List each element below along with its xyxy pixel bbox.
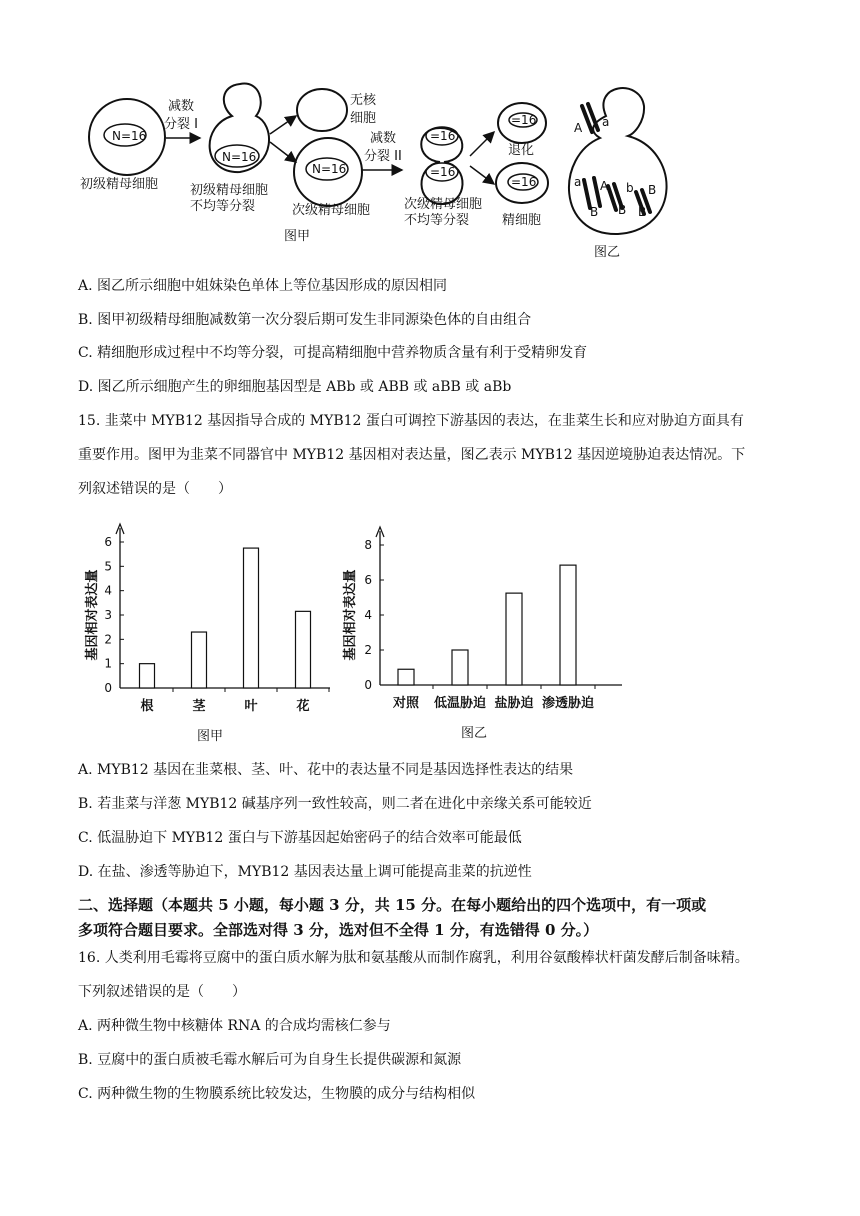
bar — [140, 664, 155, 688]
secondary-spermatocyte-label: 次级精母细胞 — [292, 203, 371, 218]
y-tick-label: 2 — [104, 632, 112, 647]
gene-label: B — [648, 183, 657, 197]
q15-option-d: D. 在盐、渗透等胁迫下，MYB12 基因表达量上调可能提高韭菜的抗逆性 — [78, 864, 532, 880]
y-axis-label: 基因相对表达量 — [343, 569, 358, 661]
gene-label: a — [602, 115, 610, 129]
figure-jia-caption: 图甲 — [284, 229, 311, 244]
uneven-cell-label: 初级精母细胞 — [190, 183, 269, 198]
primary-spermatocyte-label: 初级精母细胞 — [80, 177, 159, 192]
chromosome-label: N=16 — [312, 162, 347, 176]
bar — [192, 632, 207, 688]
gene-label: A — [600, 179, 609, 193]
meiosis2-label-a: 减数 — [370, 131, 397, 146]
y-tick-label: 4 — [364, 608, 372, 622]
bar — [296, 611, 311, 688]
gene-label: A — [574, 121, 583, 135]
q16-option-b: B. 豆腐中的蛋白质被毛霉水解后可为自身生长提供碳源和氮源 — [78, 1052, 462, 1068]
q15-option-c: C. 低温胁迫下 MYB12 蛋白与下游基因起始密码子的结合效率可能最低 — [78, 830, 522, 846]
uneven-division2-label: 不均等分裂 — [404, 213, 470, 228]
gene-label: B — [618, 203, 627, 217]
q16-option-c: C. 两种微生物的生物膜系统比较发达，生物膜的成分与结构相似 — [78, 1086, 476, 1102]
chromosome-label: N=16 — [222, 150, 257, 164]
q14-option-a: A. 图乙所示细胞中姐妹染色单体上等位基因形成的原因相同 — [78, 278, 448, 294]
bar — [452, 650, 468, 685]
chromosome-label: =16 — [430, 165, 456, 179]
chromosome-label: =16 — [511, 175, 537, 189]
y-tick-label: 3 — [104, 608, 112, 622]
anucleate-label-a: 无核 — [350, 93, 377, 108]
q16-stem-line1: 16. 人类利用毛霉将豆腐中的蛋白质水解为肽和氨基酸从而制作腐乳，利用谷氨酸棒状杆菌发酵后制备味精。 — [78, 950, 749, 966]
gene-label: B — [590, 205, 599, 219]
anucleate-cell — [297, 89, 347, 131]
q15-stem-line2: 重要作用。图甲为韭菜不同器官中 MYB12 基因相对表达量，图乙表示 MYB12 基因逆境胁迫表达情况。下 — [78, 447, 746, 463]
q15-stem-line1: 15. 韭菜中 MYB12 基因指导合成的 MYB12 蛋白可调控下游基因的表达，在韭菜生长和应对胁迫方面具有 — [78, 413, 744, 429]
degenerate-label: 退化 — [508, 143, 535, 158]
chromosome-label: N=16 — [112, 129, 147, 143]
meiosis1-label-b: 分裂 I — [164, 117, 198, 132]
q15-option-a: A. MYB12 基因在韭菜根、茎、叶、花中的表达量不同是基因选择性表达的结果 — [78, 762, 574, 778]
sperm-label: 精细胞 — [502, 213, 542, 228]
gene-label: B — [638, 205, 647, 219]
x-tick-label: 低温胁迫 — [433, 696, 487, 711]
chart-jia — [80, 512, 340, 746]
gene-label: b — [626, 181, 634, 195]
meiosis1-label-a: 减数 — [168, 99, 195, 114]
section2-heading-line2: 多项符合题目要求。全部选对得 3 分，选对但不全得 1 分，有选错得 0 分。） — [78, 921, 599, 939]
meiosis-figure — [70, 76, 690, 266]
bar — [560, 565, 576, 685]
gene-label: a — [574, 175, 582, 189]
y-tick-label: 5 — [104, 559, 112, 574]
x-tick-label: 根 — [140, 699, 154, 714]
chromosome-label: =16 — [430, 129, 456, 143]
y-tick-label: 1 — [104, 656, 112, 671]
q14-option-b: B. 图甲初级精母细胞减数第一次分裂后期可发生非同源染色体的自由组合 — [78, 312, 532, 328]
q14-option-c: C. 精细胞形成过程中不均等分裂，可提高精细胞中营养物质含量有利于受精卵发育 — [78, 345, 588, 361]
x-tick-label: 茎 — [192, 699, 206, 714]
anucleate-label-b: 细胞 — [350, 111, 377, 126]
x-tick-label: 叶 — [244, 699, 258, 714]
y-tick-label: 4 — [104, 583, 112, 598]
x-tick-label: 盐胁迫 — [494, 696, 534, 711]
bar — [506, 593, 522, 685]
chart-yi — [340, 512, 630, 746]
y-tick-label: 0 — [104, 681, 112, 695]
y-tick-label: 2 — [364, 643, 372, 657]
x-tick-label: 渗透胁迫 — [541, 696, 595, 711]
bar — [244, 548, 259, 688]
q16-stem-line2: 下列叙述错误的是（ ） — [78, 984, 246, 1000]
x-tick-label: 对照 — [392, 696, 420, 711]
chart-caption: 图甲 — [196, 729, 224, 744]
x-tick-label: 花 — [296, 699, 310, 714]
figure-yi-caption: 图乙 — [594, 245, 621, 260]
y-tick-label: 6 — [364, 573, 372, 587]
bar — [398, 669, 414, 685]
y-axis-label: 基因相对表达量 — [85, 569, 100, 661]
chromosome-label: =16 — [511, 113, 537, 127]
q16-option-a: A. 两种微生物中核糖体 RNA 的合成均需核仁参与 — [78, 1018, 391, 1034]
secondary-uneven-label: 次级精母细胞 — [404, 197, 483, 212]
chart-caption: 图乙 — [460, 726, 488, 741]
q14-option-d: D. 图乙所示细胞产生的卵细胞基因型是 ABb 或 ABB 或 aBB 或 aBb — [78, 379, 512, 395]
q15-option-b: B. 若韭菜与洋葱 MYB12 碱基序列一致性较高，则二者在进化中亲缘关系可能较近 — [78, 796, 592, 812]
y-tick-label: 0 — [364, 678, 372, 692]
section2-heading-line1: 二、选择题（本题共 5 小题，每小题 3 分，共 15 分。在每小题给出的四个选项中，有一项或 — [78, 896, 707, 914]
uneven-division-label: 不均等分裂 — [190, 199, 256, 214]
q15-stem-line3: 列叙述错误的是（ ） — [78, 481, 232, 497]
y-tick-label: 8 — [364, 538, 372, 552]
y-tick-label: 6 — [104, 535, 112, 549]
meiosis2-label-b: 分裂 II — [364, 149, 402, 164]
